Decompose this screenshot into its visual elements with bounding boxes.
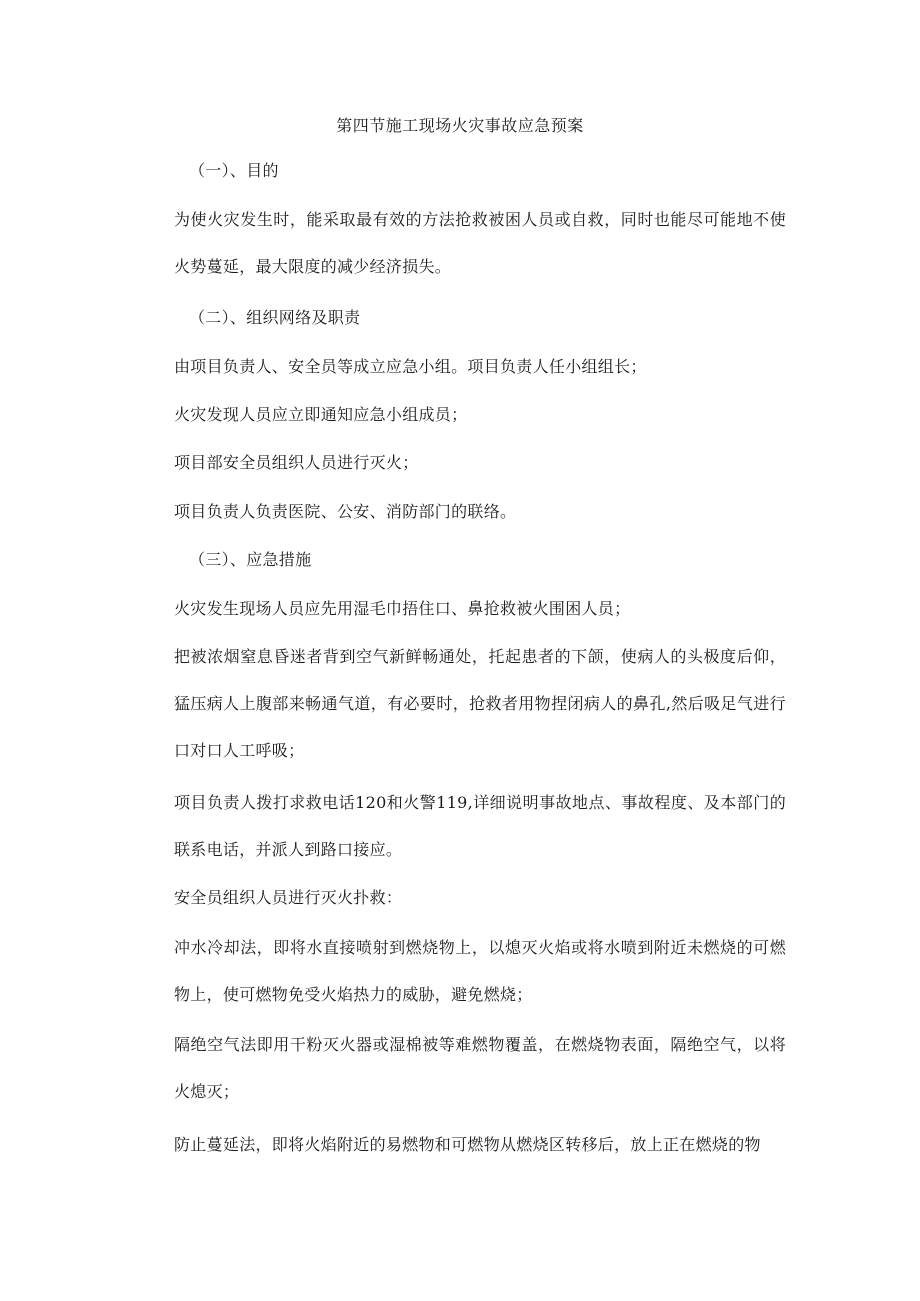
paragraph-measures-3: 项目负责人拨打求救电话120和火警119,详细说明事故地点、事故程度、及本部门的联系电话，并派人到路口接应。 [174,793,786,859]
paragraph-measures-7: 防止蔓延法，即将火焰附近的易燃物和可燃物从燃烧区转移后，放上正在燃烧的物 [174,1135,761,1154]
paragraph-purpose: 为使火灾发生时，能采取最有效的方法抢救被困人员或自救，同时也能尽可能地不使火势蔓延，最大限度的减少经济损失。 [174,210,786,276]
document-title: 第四节施工现场火灾事故应急预案 [336,116,584,135]
section-heading-measures: （三）、应急措施 [189,550,312,569]
section-heading-organization: （二）、组织网络及职责 [189,308,361,327]
paragraph-organization-1: 由项目负责人、安全员等成立应急小组。项目负责人任小组组长； [174,357,647,376]
paragraph-organization-4: 项目负责人负责医院、公安、消防部门的联络。 [174,502,517,521]
paragraph-measures-1: 火灾发生现场人员应先用湿毛巾捂住口、鼻抢救被火围困人员； [174,599,631,618]
paragraph-measures-5: 冲水冷却法，即将水直接喷射到燃烧物上，以熄灭火焰或将水喷到附近未燃烧的可燃物上，使可燃物免受火焰热力的威胁，避免燃烧； [174,938,786,1004]
paragraph-measures-6: 隔绝空气法即用干粉灭火器或湿棉被等难燃物覆盖，在燃烧物表面，隔绝空气，以将火熄灭； [174,1035,786,1101]
paragraph-organization-2: 火灾发现人员应立即通知应急小组成员； [174,405,468,424]
paragraph-measures-2: 把被浓烟窒息昏迷者背到空气新鲜畅通处，托起患者的下颌，使病人的头极度后仰，猛压病人上腹部来畅通气道，有必要时，抢救者用物捏闭病人的鼻孔,然后吸足气进行口对口人工呼吸； [174,647,786,760]
paragraph-measures-4: 安全员组织人员进行灭火扑救： [174,888,403,907]
paragraph-organization-3: 项目部安全员组织人员进行灭火； [174,453,419,472]
section-heading-purpose: （一）、目的 [189,161,279,180]
